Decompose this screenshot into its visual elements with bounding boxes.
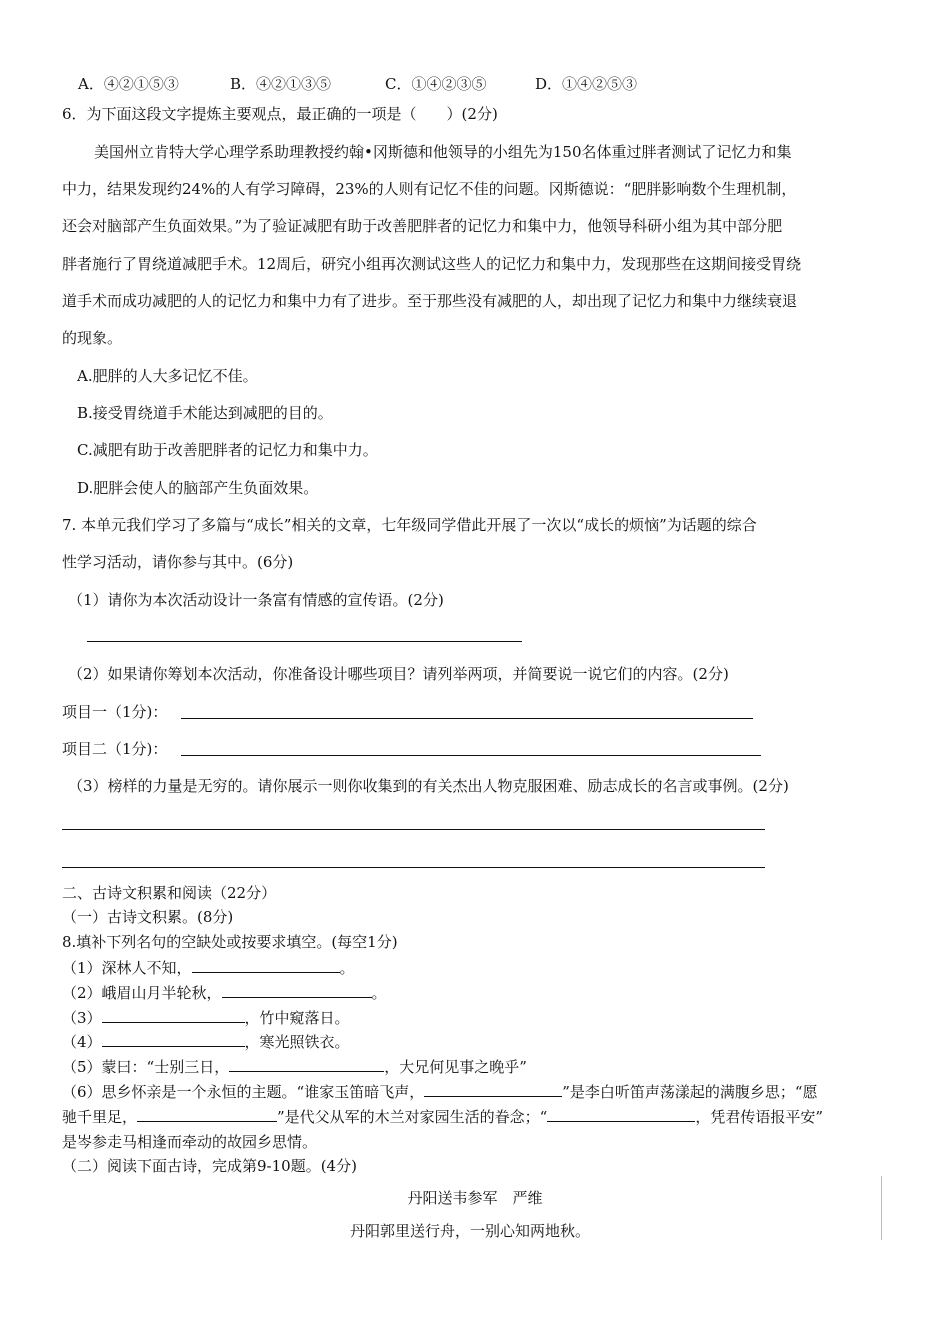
- poem-line: 丹阳郭里送行舟，一别心知两地秋。: [349, 1222, 590, 1240]
- poem-text: ”是代父从军的木兰对家园生活的眷念；“: [277, 1108, 548, 1126]
- subsection-title: （二）阅读下面古诗，完成第9-10题。(4分): [62, 1157, 357, 1175]
- poem-text: 。: [371, 984, 387, 1002]
- q8-line-8: 是岑参走马相逢而牵动的故园乡思情。: [62, 1133, 318, 1151]
- poem-text: ，大兄何见事之晚乎”: [384, 1058, 527, 1076]
- fill-blank[interactable]: [192, 958, 340, 973]
- q5-option-c: C．①④②③⑤: [385, 75, 487, 93]
- item2-answer-line[interactable]: [181, 755, 761, 756]
- poem-text: ，寒光照铁衣。: [244, 1033, 350, 1051]
- q8-line-4: [62, 1032, 350, 1052]
- poem-text: （2）峨眉山月半轮秋，: [62, 984, 222, 1002]
- q5-option-a: A．④②①⑤③: [78, 75, 179, 93]
- q8-line-2: [62, 983, 387, 1003]
- q7-item1-label: 项目一（1分)：: [62, 703, 168, 721]
- q6-option-b: B.接受胃绕道手术能达到减肥的目的。: [77, 404, 333, 422]
- poem-text: ，凭君传语报平安”: [695, 1108, 824, 1126]
- q6-option-d: D.肥胖会使人的脑部产生负面效果。: [77, 479, 319, 497]
- q5-option-d: D．①④②⑤③: [535, 75, 638, 93]
- q6-passage-line: 中力，结果发现约24%的人有学习障碍，23%的人则有记忆不佳的问题。冈斯德说：“肥胖影响数个生理机制，: [62, 180, 797, 198]
- q8-line-6: [62, 1082, 818, 1102]
- q5-option-b: B．④②①③⑤: [230, 75, 332, 93]
- poem-text: （5）蒙曰：“士别三日，: [62, 1058, 230, 1076]
- poem-text: （6）思乡怀亲是一个永恒的主题。“谁家玉笛暗飞声，: [62, 1083, 425, 1101]
- poem-text: ，竹中窥落日。: [244, 1009, 350, 1027]
- poem-text: （1）深林人不知，: [62, 959, 192, 977]
- q7-part1: （1）请你为本次活动设计一条富有情感的宣传语。(2分): [68, 591, 444, 609]
- q7-item2-label: 项目二（1分)：: [62, 740, 168, 758]
- q8-line-3: [62, 1008, 350, 1028]
- q7-stem: 7. 本单元我们学习了多篇与“成长”相关的文章，七年级同学借此开展了一次以“成长的烦恼”为话题的综合: [62, 516, 757, 534]
- poem-text: ”是李白听笛声荡漾起的满腹乡思；“愿: [562, 1083, 818, 1101]
- fill-blank[interactable]: [137, 1107, 277, 1122]
- q6-passage-line: 的现象。: [62, 329, 123, 347]
- q8-line-5: [62, 1057, 527, 1077]
- fill-blank[interactable]: [229, 1057, 384, 1072]
- page-edge-line: [881, 1176, 882, 1240]
- fill-blank[interactable]: [424, 1082, 562, 1097]
- answer-line[interactable]: [62, 829, 765, 830]
- fill-blank[interactable]: [102, 1032, 245, 1047]
- q7-part3: （3）榜样的力量是无穷的。请你展示一则你收集到的有关杰出人物克服困难、励志成长的名言或事例。(2分): [68, 777, 789, 795]
- answer-line[interactable]: [87, 641, 522, 642]
- poem-title: 丹阳送韦参军 严维: [407, 1189, 543, 1207]
- answer-line[interactable]: [62, 867, 765, 868]
- q5-options: [78, 74, 637, 94]
- q6-passage-line: 还会对脑部产生负面效果。”为了验证减肥有助于改善肥胖者的记忆力和集中力，他领导科研小组为其中部分肥: [62, 217, 783, 235]
- q6-passage-line: 胖者施行了胃绕道减肥手术。12周后，研究小组再次测试这些人的记忆力和集中力，发现那些在这期间接受胃绕: [62, 255, 802, 273]
- section-title: 二、古诗文积累和阅读（22分）: [62, 884, 277, 902]
- q7-part2: （2）如果请你筹划本次活动，你准备设计哪些项目？请列举两项，并简要说一说它们的内容。(2分): [68, 665, 729, 683]
- q7-stem-cont: 性学习活动，请你参与其中。(6分): [62, 553, 294, 571]
- item1-answer-line[interactable]: [181, 718, 753, 719]
- q6-passage-line: 美国州立肯特大学心理学系助理教授约翰•冈斯德和他领导的小组先为150名体重过胖者测试了记忆力和集: [94, 143, 792, 161]
- q8-line-1: [62, 958, 355, 978]
- q6-stem: 6．为下面这段文字提炼主要观点，最正确的一项是（ ）(2分): [62, 105, 498, 123]
- poem-text: 。: [339, 959, 355, 977]
- fill-blank[interactable]: [547, 1107, 695, 1122]
- subsection-title: （一）古诗文积累。(8分): [62, 908, 234, 926]
- q8-line-7: [62, 1107, 823, 1127]
- poem-text: （3）: [62, 1009, 102, 1027]
- q8-stem: 8.填补下列名句的空缺处或按要求填空。(每空1分): [62, 933, 398, 951]
- fill-blank[interactable]: [222, 983, 372, 998]
- q6-option-c: C.减肥有助于改善肥胖者的记忆力和集中力。: [77, 441, 378, 459]
- q6-passage-line: 道手术而成功减肥的人的记忆力和集中力有了进步。至于那些没有减肥的人，却出现了记忆力和集中力继续衰退: [62, 292, 798, 310]
- poem-text: 驰千里足，: [62, 1108, 138, 1126]
- poem-text: （4）: [62, 1033, 102, 1051]
- fill-blank[interactable]: [102, 1008, 245, 1023]
- q6-option-a: A.肥胖的人大多记忆不佳。: [77, 367, 258, 385]
